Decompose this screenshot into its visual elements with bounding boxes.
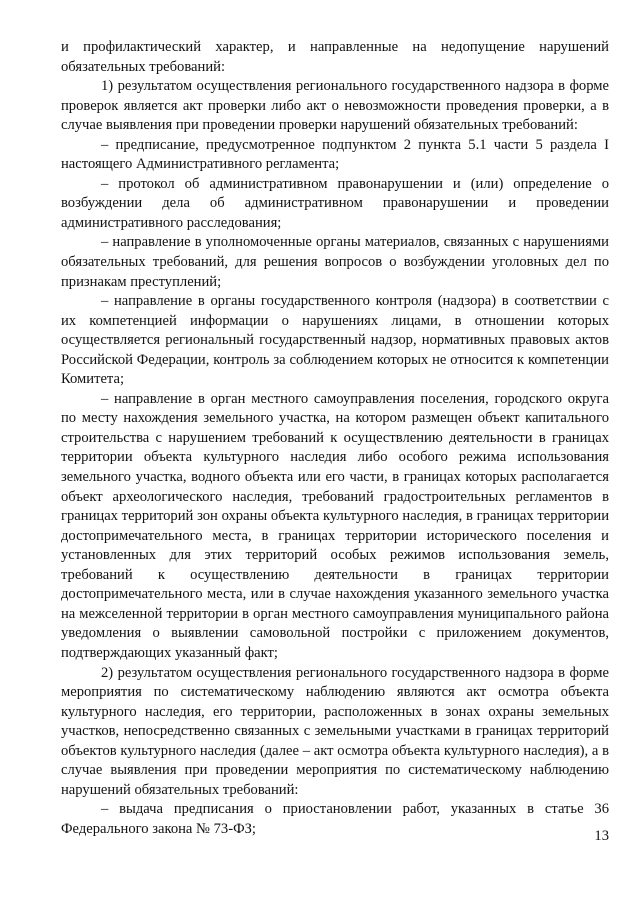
paragraph-control-bodies: – направление в органы государственного контроля (надзора) в соответствии с их компетенцией информации о нарушениях лицами, в отношении которых осуществляется региональный государственный надзор, нормативных правовых актов Российской Федерации, контроль за соблюдением которых не относится к компетенции Комитета; — [61, 293, 609, 388]
paragraph-materials: – направление в уполномоченные органы материалов, связанных с нарушениями обязательных требований, для решения вопросов о возбуждении уголовных дел по признакам преступлений; — [61, 234, 609, 290]
body-text — [61, 38, 609, 839]
paragraph-protocol: – протокол об административном правонарушении и (или) определение о возбуждении дела об административном правонарушении и проведении административного расследования; — [61, 175, 609, 231]
paragraph-prescription: – предписание, предусмотренное подпунктом 2 пункта 5.1 части 5 раздела I настоящего Административного регламента; — [61, 136, 609, 173]
paragraph-continuation: и профилактический характер, и направленные на недопущение нарушений обязательных требований: — [61, 39, 609, 75]
page-number: 13 — [594, 828, 609, 844]
paragraph-item-1: 1) результатом осуществления регионального государственного надзора в форме проверок является акт проверки либо акт о невозможности проведения проверки, а в случае выявления при проведении проверки нарушений обязательных требований: — [61, 78, 609, 134]
paragraph-local-government: – направление в орган местного самоуправления поселения, городского округа по месту нахождения земельного участка, на котором размещен объект капитального строительства с нарушением требований к осуществлению деятельности в границах территории объекта культурного наследия либо особого режима использования земельного участка, водного объекта или его части, в границах которых располагается объект археологического наследия, требований градостроительных регламентов в границах территорий зон охраны объекта культурного наследия, в границах территории достопримечательного места, в границах территории исторического поселения и установленных для этих территорий особых режимов использования земель, требований к осуществлению деятельности в границах территории достопримечательного места, или в случае нахождения указанного земельного участка на межселенной территории в орган местного самоуправления муниципального района уведомления о выявлении самовольной постройки с приложением документов, подтверждающих указанный факт; — [61, 390, 609, 661]
paragraph-item-2: 2) результатом осуществления регионального государственного надзора в форме мероприятия по систематическому наблюдению являются акт осмотра объекта культурного наследия, его территории, расположенных в зонах охраны земельных участков, непосредственно связанных с земельными участками в границах территорий объектов культурного наследия (далее – акт осмотра объекта культурного наследия), а в случае выявления при проведении мероприятия по систематическому наблюдению нарушений обязательных требований: — [61, 664, 609, 798]
paragraph-suspension-order: – выдача предписания о приостановлении работ, указанных в статье 36 Федерального закона № 73-ФЗ; — [61, 801, 609, 837]
